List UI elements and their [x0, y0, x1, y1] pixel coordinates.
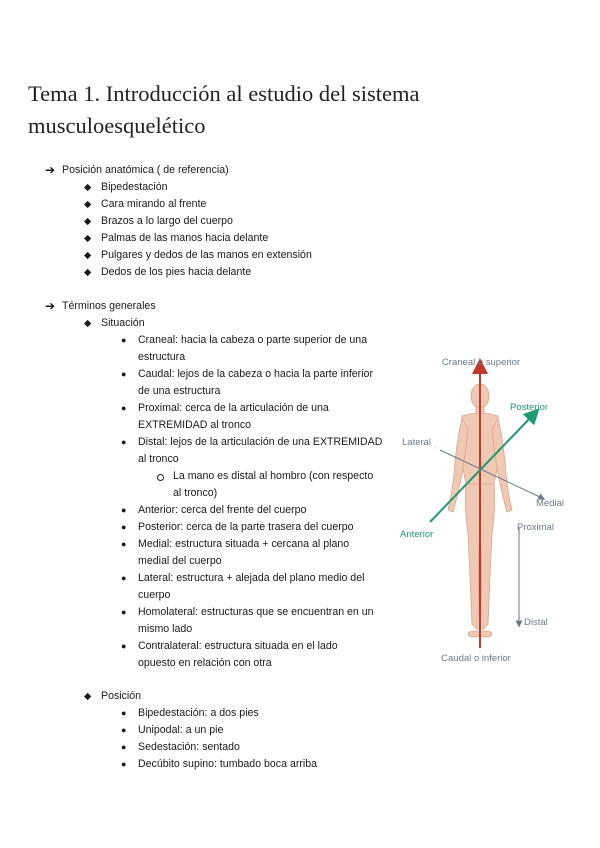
term-lateral: ● Lateral: estructura + alejada del plano medio del: [138, 570, 364, 587]
list-item: ● Bipedestación: a dos pies: [138, 705, 259, 722]
list-item: ● Decúbito supino: tumbado boca arriba: [138, 756, 317, 773]
dot-bullet-icon: ●: [121, 505, 127, 515]
term-contralateral-cont: opuesto en relación con otra: [138, 657, 272, 669]
section-heading-terminos-generales: ➔ Términos generales: [45, 299, 156, 313]
diamond-bullet-icon: ◆: [84, 250, 92, 261]
term-medial-cont: medial del cuerpo: [138, 555, 222, 567]
anatomical-position-figure: [396, 334, 566, 670]
term-craneal: ● Craneal: hacia la cabeza o parte superior de una: [138, 332, 367, 349]
term-homolateral: ● Homolateral: estructuras que se encuentran en un: [138, 604, 374, 621]
term-caudal-cont: de una estructura: [138, 385, 221, 397]
list-item: ● Unipodal: a un pie: [138, 722, 223, 739]
dot-bullet-icon: ●: [121, 573, 127, 583]
term-anterior: ● Anterior: cerca del frente del cuerpo: [138, 502, 306, 519]
label-lateral: Lateral: [402, 437, 432, 448]
diamond-bullet-icon: ◆: [84, 216, 92, 227]
sub-item-distal-example: La mano es distal al hombro (con respecto: [173, 468, 373, 485]
term-contralateral: ● Contralateral: estructura situada en el lado: [138, 638, 338, 655]
arrow-bullet-icon: ➔: [45, 163, 56, 177]
list-item: ◆ Cara mirando al frente: [101, 196, 206, 213]
title-line-1: Tema 1. Introducción al estudio del sistema: [28, 81, 420, 106]
dot-bullet-icon: ●: [121, 725, 127, 735]
section-heading-posicion-anatomica: ➔ Posición anatómica ( de referencia): [45, 163, 229, 177]
term-medial: ● Medial: estructura situada + cercana al plano: [138, 536, 349, 553]
list-item: ◆ Palmas de las manos hacia delante: [101, 230, 268, 247]
diamond-bullet-icon: ◆: [84, 182, 92, 193]
term-proximal: ● Proximal: cerca de la articulación de una: [138, 400, 329, 417]
term-distal-cont: al tronco: [138, 453, 179, 465]
subheading-posicion: ◆ Posición: [101, 688, 141, 705]
arrow-bullet-icon: ➔: [45, 299, 56, 313]
label-medial: Medial: [536, 498, 564, 509]
diamond-bullet-icon: ◆: [84, 233, 92, 244]
term-posterior: ● Posterior: cerca de la parte trasera del cuerpo: [138, 519, 354, 536]
label-distal: Distal: [524, 617, 548, 628]
dot-bullet-icon: ●: [121, 369, 127, 379]
sub-item-distal-example-cont: al tronco): [173, 487, 218, 499]
dot-bullet-icon: ●: [121, 641, 127, 651]
document-title: [28, 78, 468, 142]
circle-bullet-icon: [157, 474, 164, 481]
list-item: ◆ Bipedestación: [101, 179, 168, 196]
dot-bullet-icon: ●: [121, 742, 127, 752]
diamond-bullet-icon: ◆: [84, 691, 92, 702]
term-craneal-cont: estructura: [138, 351, 186, 363]
dot-bullet-icon: ●: [121, 607, 127, 617]
term-distal: ● Distal: lejos de la articulación de una EXTREMIDAD: [138, 434, 382, 451]
diamond-bullet-icon: ◆: [84, 318, 92, 329]
label-craneal: Craneal o superior: [441, 357, 521, 368]
dot-bullet-icon: ●: [121, 759, 127, 769]
subheading-situacion: ◆ Situación: [101, 315, 145, 332]
label-proximal: Proximal: [517, 522, 554, 533]
label-posterior: Posterior: [510, 402, 549, 413]
list-item: ● Sedestación: sentado: [138, 739, 240, 756]
dot-bullet-icon: ●: [121, 335, 127, 345]
dot-bullet-icon: ●: [121, 708, 127, 718]
term-homolateral-cont: mismo lado: [138, 623, 193, 635]
diamond-bullet-icon: ◆: [84, 199, 92, 210]
dot-bullet-icon: ●: [121, 437, 127, 447]
label-caudal: Caudal o inferior: [441, 653, 511, 664]
list-item: ◆ Dedos de los pies hacia delante: [101, 264, 251, 281]
term-lateral-cont: cuerpo: [138, 589, 171, 601]
list-item: ◆ Pulgares y dedos de las manos en extensión: [101, 247, 312, 264]
list-item: ◆ Brazos a lo largo del cuerpo: [101, 213, 233, 230]
term-caudal: ● Caudal: lejos de la cabeza o hacia la parte inferior: [138, 366, 373, 383]
dot-bullet-icon: ●: [121, 522, 127, 532]
dot-bullet-icon: ●: [121, 403, 127, 413]
label-anterior: Anterior: [400, 529, 434, 540]
dot-bullet-icon: ●: [121, 539, 127, 549]
term-proximal-cont: EXTREMIDAD al tronco: [138, 419, 252, 431]
title-line-2: musculoesquelético: [28, 113, 206, 138]
diamond-bullet-icon: ◆: [84, 267, 92, 278]
